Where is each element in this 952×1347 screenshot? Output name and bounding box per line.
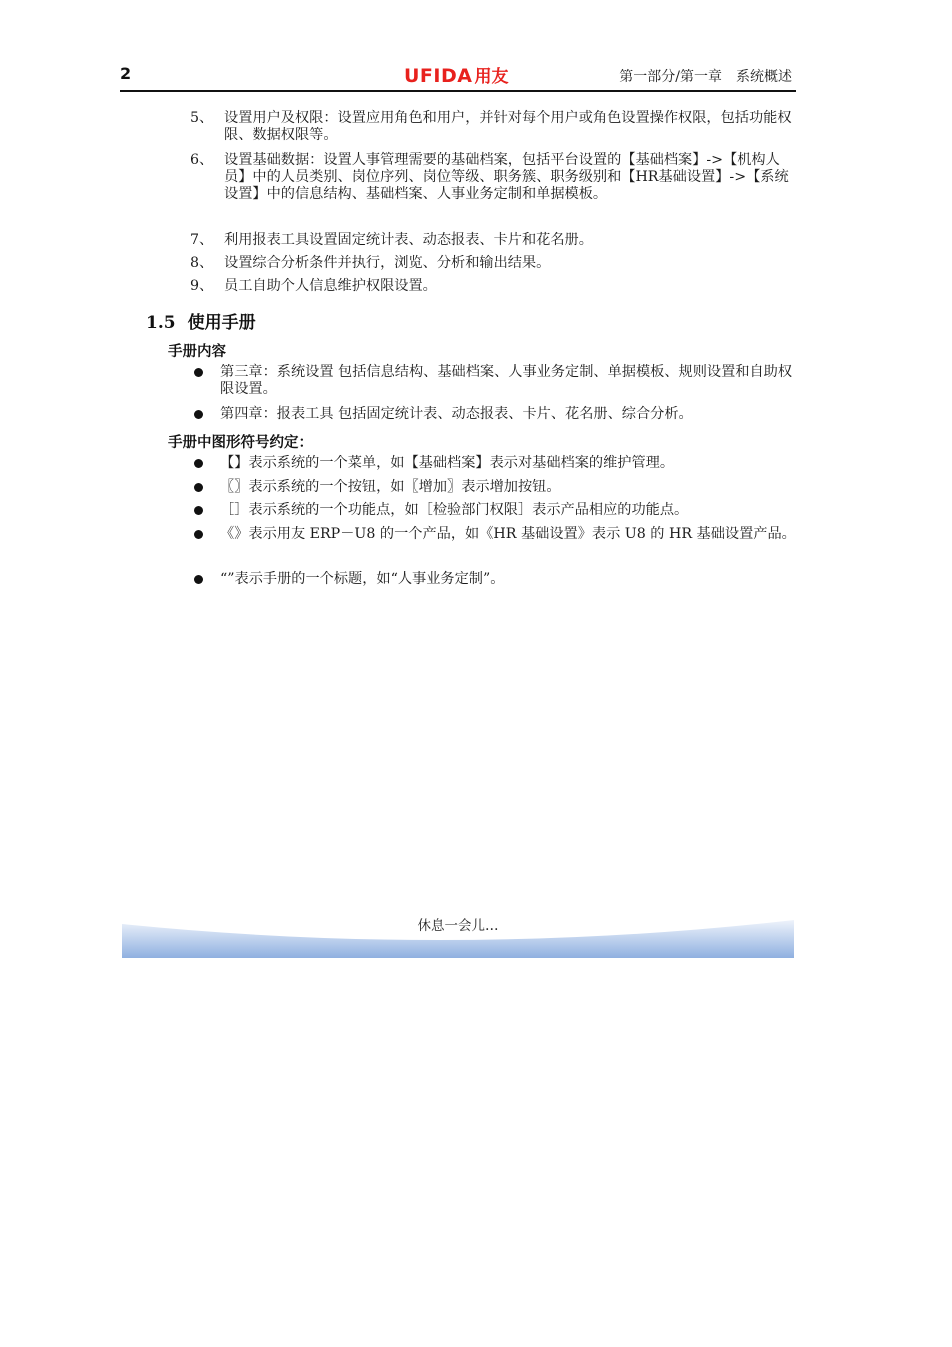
list-item xyxy=(190,110,796,144)
step-number: 9、 xyxy=(190,278,214,294)
list-item xyxy=(220,571,796,588)
list-item xyxy=(220,406,796,423)
step-number: 5、 xyxy=(190,110,214,126)
bullet-text: 《》表示用友 ERP－U8 的一个产品，如《HR 基础设置》表示 U8 的 HR 基础设置产品。 xyxy=(220,526,796,542)
bullet-text: 〖〗表示系统的一个按钮，如〖增加〗表示增加按钮。 xyxy=(220,479,561,495)
bullet-text: 【】表示系统的一个菜单，如【基础档案】表示对基础档案的维护管理。 xyxy=(220,455,675,471)
page-number: 2 xyxy=(120,64,132,83)
chapter-title: 第一部分/第一章 系统概述 xyxy=(619,69,792,85)
footer-text: 休息一会儿… xyxy=(417,918,499,934)
list-item xyxy=(220,526,796,543)
step-text: 利用报表工具设置固定统计表、动态报表、卡片和花名册。 xyxy=(224,232,593,248)
bullet-icon xyxy=(194,530,203,539)
bullet-icon xyxy=(194,575,203,584)
bullet-text: 第四章：报表工具 包括固定统计表、动态报表、卡片、花名册、综合分析。 xyxy=(220,406,693,422)
ufida-logo xyxy=(404,62,508,87)
bullet-icon xyxy=(194,459,203,468)
section-heading xyxy=(146,308,256,333)
list-item xyxy=(220,364,796,398)
step-text: 设置综合分析条件并执行，浏览、分析和输出结果。 xyxy=(224,255,551,271)
logo-text-cn: 用友 xyxy=(474,67,509,87)
list-item xyxy=(220,502,796,519)
section-title-text: 使用手册 xyxy=(187,313,256,333)
bullet-icon xyxy=(194,483,203,492)
step-text: 员工自助个人信息维护权限设置。 xyxy=(224,278,437,294)
bullet-icon xyxy=(194,368,203,377)
page-header xyxy=(120,64,796,92)
conventions-heading: 手册中图形符号约定： xyxy=(168,434,313,451)
list-item xyxy=(220,479,796,496)
step-number: 7、 xyxy=(190,232,214,248)
bullet-text: ［］表示系统的一个功能点，如［检验部门权限］表示产品相应的功能点。 xyxy=(220,502,689,518)
list-item xyxy=(190,232,796,249)
section-number: 1.5 xyxy=(146,313,176,333)
bullet-icon xyxy=(194,410,203,419)
list-item xyxy=(190,278,796,295)
logo-text-en: UFIDA xyxy=(404,65,473,87)
bullet-text: “”表示手册的一个标题，如“人事业务定制”。 xyxy=(220,571,505,587)
step-number: 8、 xyxy=(190,255,214,271)
list-item xyxy=(190,255,796,272)
list-item xyxy=(220,455,796,472)
step-text: 设置用户及权限：设置应用角色和用户，并针对每个用户或角色设置操作权限，包括功能权限、数据权限等。 xyxy=(224,110,792,143)
step-text: 设置基础数据：设置人事管理需要的基础档案，包括平台设置的【基础档案】->【机构人员】中的人员类别、岗位序列、岗位等级、职务簇、职务级别和【HR基础设置】->【系统设置】中的信息结构、基础档案、人事业务定制和单据模板。 xyxy=(224,152,789,202)
bullet-text: 第三章：系统设置 包括信息结构、基础档案、人事业务定制、单据模板、规则设置和自助权限设置。 xyxy=(220,364,793,397)
step-number: 6、 xyxy=(190,152,214,168)
list-item xyxy=(190,152,796,203)
contents-heading: 手册内容 xyxy=(168,343,226,360)
bullet-icon xyxy=(194,506,203,515)
